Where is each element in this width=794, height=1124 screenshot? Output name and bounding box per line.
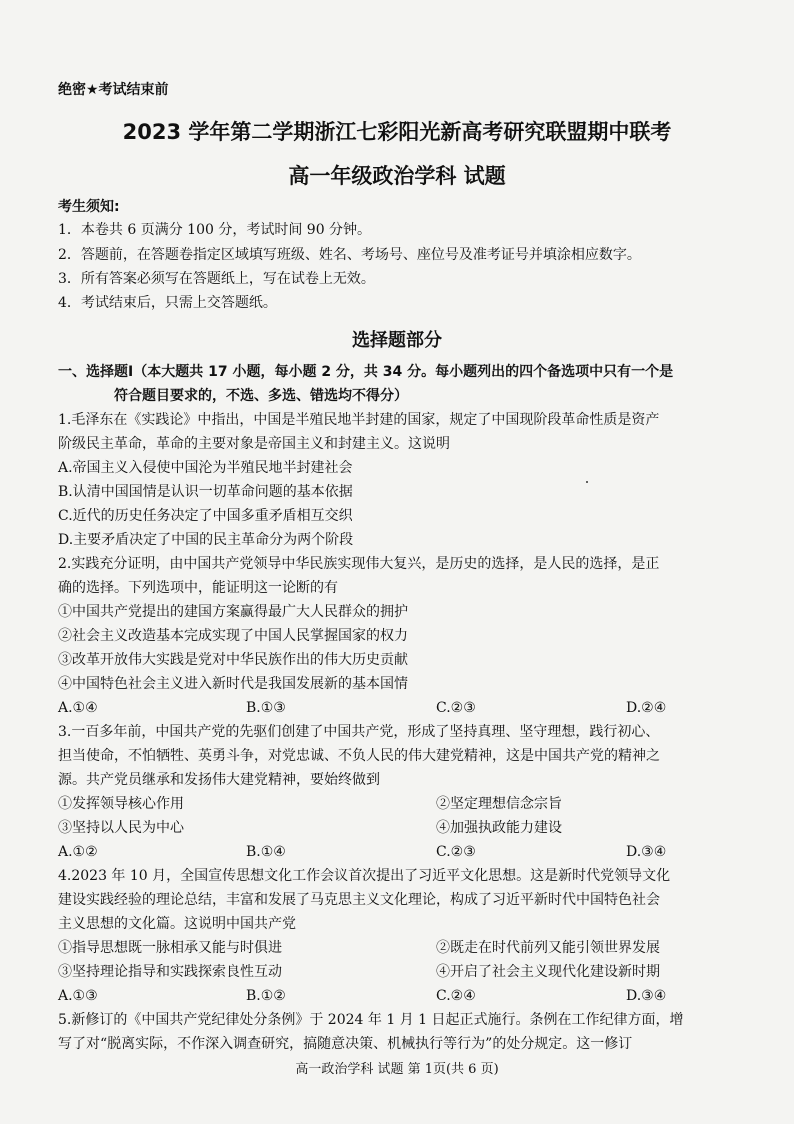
question-1-option-b: B.认清中国国情是认识一切革命问题的基本依据 (58, 484, 353, 500)
notice-item: 4．考试结束后，只需上交答题纸。 (58, 295, 277, 311)
question-3-choice-b: B.①④ (246, 844, 286, 860)
question-3-stem: 3.一百多年前，中国共产党的先驱们创建了中国共产党，形成了坚持真理、坚守理想，践行初心、 (58, 724, 660, 740)
question-1-stem-cont: 阶级民主革命，革命的主要对象是帝国主义和封建主义。这说明 (58, 436, 450, 452)
question-4-choice-d: D.③④ (626, 988, 667, 1004)
question-2-item-2: ②社会主义改造基本完成实现了中国人民掌握国家的权力 (58, 628, 408, 644)
question-1-option-d: D.主要矛盾决定了中国的民主革命分为两个阶段 (58, 532, 354, 548)
part1-instructions: 一、选择题Ⅰ（本大题共 17 小题，每小题 2 分，共 34 分。每小题列出的四个备选项中只有一个是 (58, 364, 674, 380)
question-5-stem: 5.新修订的《中国共产党纪律处分条例》于 2024 年 1 月 1 日起正式施行。条例在工作纪律方面，增 (58, 1012, 684, 1028)
question-2-choice-b: B.①③ (246, 700, 286, 716)
question-4-item-4: ④开启了社会主义现代化建设新时期 (436, 964, 660, 980)
question-4-stem-cont: 主义思想的文化篇。这说明中国共产党 (58, 916, 296, 932)
question-5-stem-cont: 写了对“脱离实际，不作深入调查研究，搞随意决策、机械执行等行为”的处分规定。这一修订 (58, 1036, 633, 1052)
confidential-label: 绝密★考试结束前 (58, 82, 169, 98)
question-2-item-1: ①中国共产党提出的建国方案赢得最广大人民群众的拥护 (58, 604, 408, 620)
section-title: 选择题部分 (352, 330, 442, 351)
question-3-choice-c: C.②③ (436, 844, 476, 860)
question-3-item-2: ②坚定理想信念宗旨 (436, 796, 562, 812)
page-footer: 高一政治学科 试题 第 1页(共 6 页) (295, 1062, 499, 1077)
question-4-stem-cont: 建设实践经验的理论总结，丰富和发展了马克思主义文化理论，构成了习近平新时代中国特色社会 (58, 892, 660, 908)
part1-instructions-cont: 符合题目要求的，不选、多选、错选均不得分） (114, 388, 408, 404)
notice-item: 1．本卷共 6 页满分 100 分，考试时间 90 分钟。 (58, 222, 372, 238)
exam-subtitle: 高一年级政治学科 试题 (288, 164, 506, 188)
question-2-item-3: ③改革开放伟大实践是党对中华民族作出的伟大历史贡献 (58, 652, 408, 668)
question-4-stem: 4.2023 年 10 月，全国宣传思想文化工作会议首次提出了习近平文化思想。这是新时代党领导文化 (58, 868, 671, 884)
question-2-stem: 2.实践充分证明，由中国共产党领导中华民族实现伟大复兴，是历史的选择，是人民的选择，是正 (58, 556, 660, 572)
question-2-item-4: ④中国特色社会主义进入新时代是我国发展新的基本国情 (58, 676, 408, 692)
question-4-choice-c: C.②④ (436, 988, 476, 1004)
question-4-choice-a: A.①③ (58, 988, 98, 1004)
question-4-item-3: ③坚持理论指导和实践探索良性互动 (58, 964, 282, 980)
question-4-item-2: ②既走在时代前列又能引领世界发展 (436, 940, 660, 956)
question-3-item-4: ④加强执政能力建设 (436, 820, 562, 836)
notice-item: 3．所有答案必须写在答题纸上，写在试卷上无效。 (58, 271, 375, 287)
notice-item: 2．答题前，在答题卷指定区域填写班级、姓名、考场号、座位号及准考证号并填涂相应数字。 (58, 247, 641, 263)
question-2-choice-d: D.②④ (626, 700, 667, 716)
question-4-choice-b: B.①② (246, 988, 286, 1004)
notice-heading: 考生须知: (58, 199, 120, 215)
question-3-choice-a: A.①② (58, 844, 98, 860)
question-3-stem-cont: 担当使命，不怕牺牲、英勇斗争，对党忠诚、不负人民的伟大建党精神，这是中国共产党的精神之 (58, 748, 660, 764)
question-1-option-a: A.帝国主义入侵使中国沦为半殖民地半封建社会 (58, 460, 353, 476)
question-4-item-1: ①指导思想既一脉相承又能与时俱进 (58, 940, 282, 956)
question-2-choice-c: C.②③ (436, 700, 476, 716)
question-3-item-1: ①发挥领导核心作用 (58, 796, 184, 812)
question-1-option-c: C.近代的历史任务决定了中国多重矛盾相互交织 (58, 508, 353, 524)
question-3-stem-cont: 源。共产党员继承和发扬伟大建党精神，要始终做到 (58, 772, 380, 788)
scan-speck (586, 481, 588, 483)
question-2-stem-cont: 确的选择。下列选项中，能证明这一论断的有 (58, 580, 338, 596)
question-1-stem: 1.毛泽东在《实践论》中指出，中国是半殖民地半封建的国家，规定了中国现阶段革命性质是资产 (58, 412, 660, 428)
question-2-choice-a: A.①④ (58, 700, 98, 716)
question-3-item-3: ③坚持以人民为中心 (58, 820, 184, 836)
question-3-choice-d: D.③④ (626, 844, 667, 860)
exam-title: 2023 学年第二学期浙江七彩阳光新高考研究联盟期中联考 (122, 120, 672, 144)
